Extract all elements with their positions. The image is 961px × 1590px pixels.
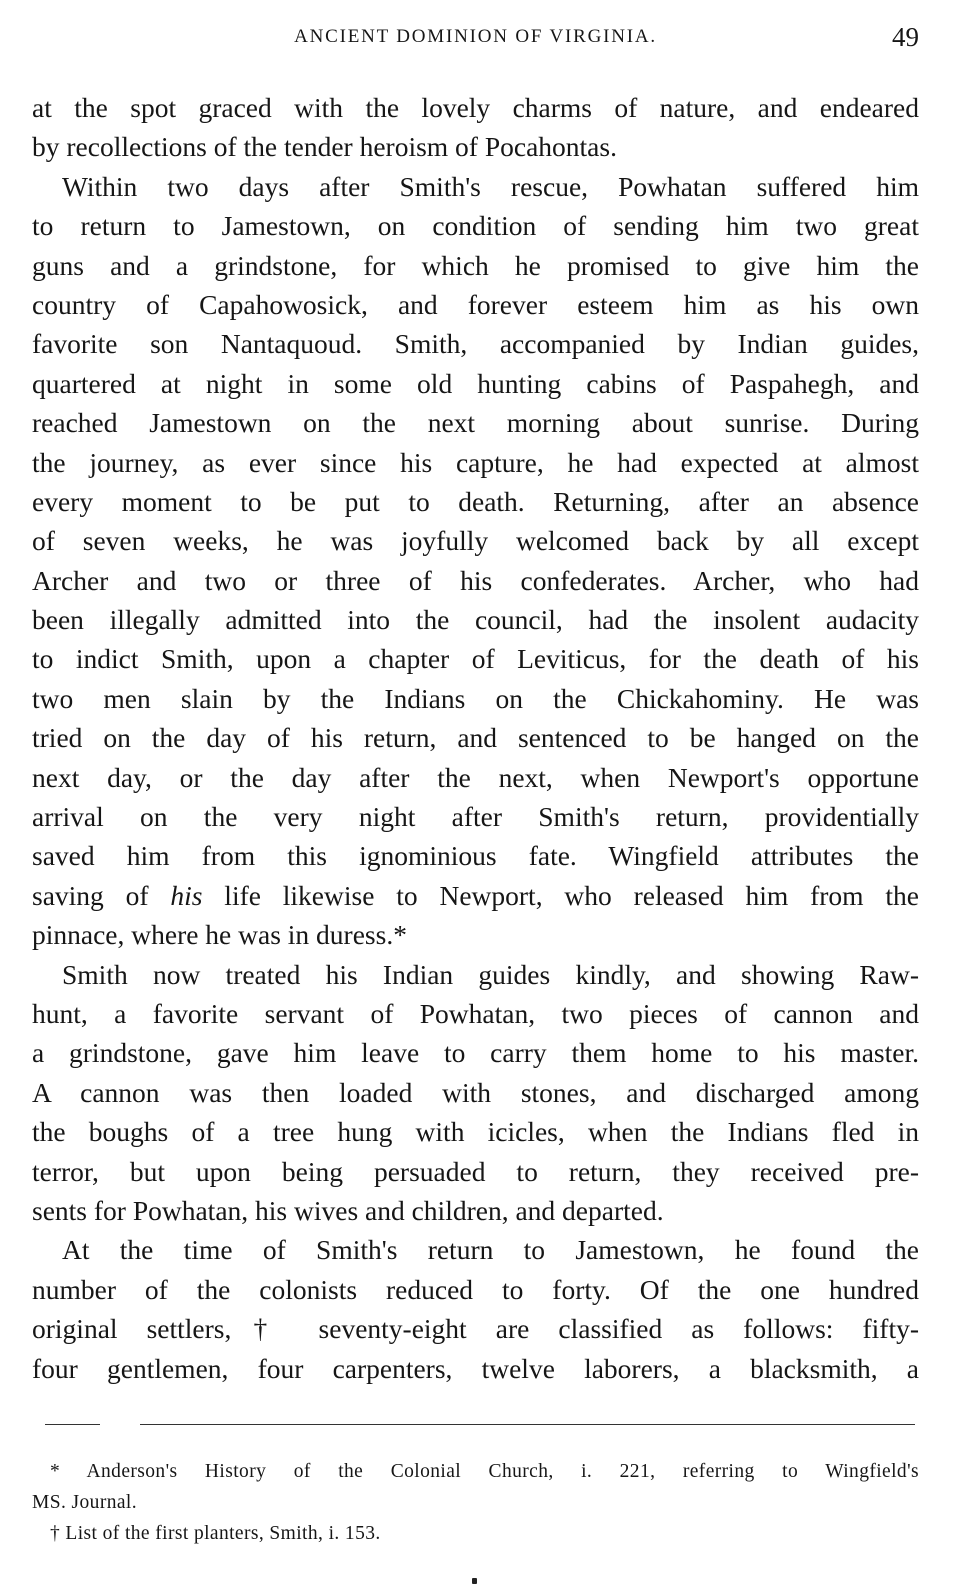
text-line: At the time of Smith's return to Jamestown, he found the [62, 1234, 919, 1266]
text-segment: life likewise to Newport, who released him from the [202, 879, 919, 911]
text-line: hunt, a favorite servant of Powhatan, two pieces of cannon and [32, 997, 919, 1029]
text-line: the journey, as ever since his capture, he had expected at almost [32, 446, 919, 478]
footnote-rule [140, 1424, 915, 1425]
text-line: next day, or the day after the next, when Newport's opportune [32, 761, 919, 793]
text-line: to return to Jamestown, on condition of sending him two great [32, 210, 919, 242]
body-text [32, 88, 919, 1388]
text-line: pinnace, where he was in duress.* [32, 919, 407, 951]
text-line: A cannon was then loaded with stones, and discharged among [32, 1076, 919, 1108]
text-line: country of Capahowosick, and forever esteem him as his own [32, 288, 919, 320]
text-line: saved him from this ignominious fate. Wingfield attributes the [32, 840, 919, 872]
text-line: Archer and two or three of his confederates. Archer, who had [32, 564, 919, 596]
text-line: of seven weeks, he was joyfully welcomed back by all except [32, 525, 919, 557]
printer-mark [472, 1578, 477, 1584]
text-line: tried on the day of his return, and sentenced to be hanged on the [32, 722, 919, 754]
page-number: 49 [892, 22, 919, 52]
text-line: original settlers,† seventy-eight are classified as follows: fifty- [32, 1313, 919, 1345]
text-line: quartered at night in some old hunting cabins of Paspahegh, and [32, 367, 919, 399]
text-line: reached Jamestown on the next morning about sunrise. During [32, 407, 919, 439]
text-line: Smith now treated his Indian guides kindly, and showing Raw- [62, 958, 919, 990]
text-line [32, 876, 919, 915]
text-line: four gentlemen, four carpenters, twelve laborers, a blacksmith, a [32, 1352, 919, 1384]
text-line: favorite son Nantaquoud. Smith, accompanied by Indian guides, [32, 328, 919, 360]
text-line: terror, but upon being persuaded to return, they received pre- [32, 1155, 919, 1187]
italic-emphasis: his [170, 879, 203, 911]
text-line: at the spot graced with the lovely charms of nature, and endeared [32, 92, 919, 123]
text-line: every moment to be put to death. Returning, after an absence [32, 485, 919, 517]
text-line: been illegally admitted into the council, had the insolent audacity [32, 604, 919, 636]
text-line: a grindstone, gave him leave to carry them home to his master. [32, 1037, 919, 1069]
text-line: Within two days after Smith's rescue, Powhatan suffered him [62, 170, 919, 202]
text-line: sents for Powhatan, his wives and children, and departed. [32, 1194, 664, 1226]
text-line: guns and a grindstone, for which he promised to give him the [32, 249, 919, 281]
text-line: number of the colonists reduced to forty. Of the one hundred [32, 1273, 919, 1305]
running-head: ANCIENT DOMINION OF VIRGINIA. [294, 26, 657, 47]
text-line: two men slain by the Indians on the Chickahominy. He was [32, 682, 919, 714]
page-header [32, 22, 919, 52]
footnote-line: † List of the first planters, Smith, i. 153. [50, 1523, 381, 1544]
footnote-line: MS. Journal. [32, 1492, 138, 1513]
text-line: to indict Smith, upon a chapter of Leviticus, for the death of his [32, 643, 919, 675]
text-line: by recollections of the tender heroism of Pocahontas. [32, 131, 617, 163]
text-line: the boughs of a tree hung with icicles, when the Indians fled in [32, 1116, 919, 1148]
footnote-rule-short [45, 1424, 100, 1425]
footnotes [32, 1456, 919, 1549]
footnote-line: * Anderson's History of the Colonial Church, i. 221, referring to Wingfield's [50, 1461, 919, 1482]
text-line: arrival on the very night after Smith's return, providentially [32, 801, 919, 833]
text-segment: saving of [32, 879, 171, 911]
